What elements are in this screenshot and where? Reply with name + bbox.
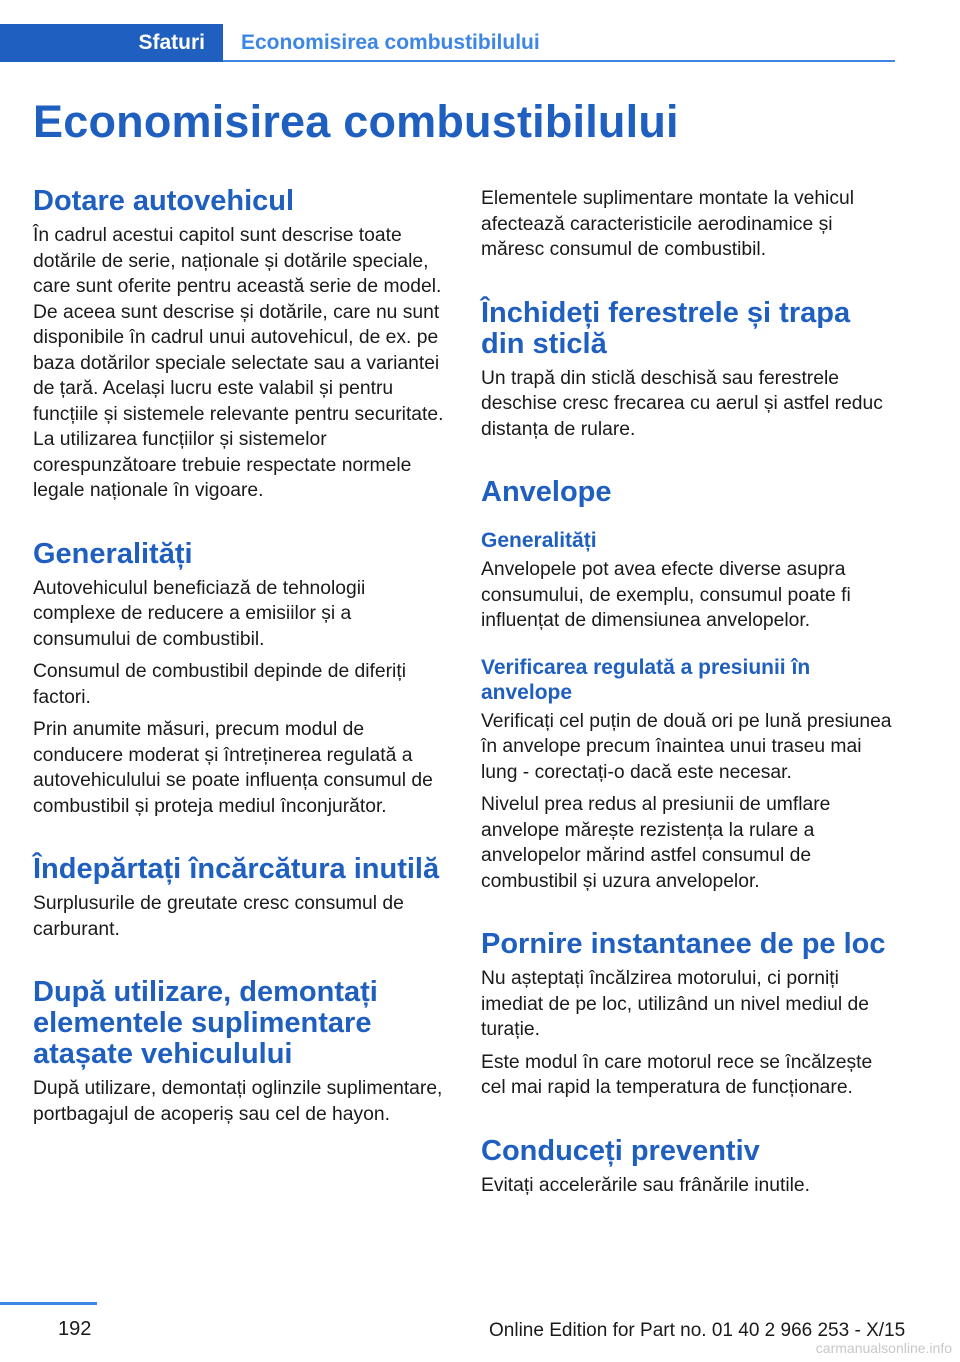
text-incarcatura: Surplusurile de greutate cresc consumul de carburant.	[33, 893, 404, 940]
text-anvelope-generalitati: Anvelopele pot avea efecte diverse asupra consumului, de exemplu, consumul poate fi influențat de dimensiunea anvelopelor.	[481, 559, 851, 631]
text-preventiv: Evitați accelerările sau frânările inutile.	[481, 1174, 811, 1196]
left-column	[33, 186, 447, 1134]
edition-note: Online Edition for Part no. 01 40 2 966 253 - X/15	[489, 1320, 906, 1341]
subheading-presiune: Verificarea regulată a presiunii în anvelope	[481, 655, 811, 704]
footer-rule	[0, 1302, 97, 1305]
text-dotare: În cadrul acestui capitol sunt descrise toate dotările de serie, naționale și dotările speciale, care sunt oferite pentru această serie de model. De aceea sunt descrise și dotările, care nu sunt disponibile în cadrul unui autovehicul, de ex. pe baza dotărilor speciale selectate sau a variantei de țară. Același lucru este valabil și pentru funcțiile și sistemele relevante pentru securitate. La utilizarea funcțiilor și sistemelor corespunzătoare trebuie respectate normele legale naționale în vigoare.	[33, 225, 444, 501]
right-column	[481, 186, 897, 1205]
text-generalitati-1: Autovehiculul beneficiază de tehnologii complexe de reducere a emisiilor și a consumului de combustibil.	[33, 577, 366, 650]
header-rule	[223, 60, 895, 62]
page-number: 192	[58, 1318, 92, 1340]
heading-generalitati: Generalități	[33, 537, 193, 570]
heading-demontati: După utilizare, demontați elementele suplimentare atașate vehiculului	[33, 976, 378, 1070]
subheading-anvelope-generalitati: Generalități	[481, 529, 597, 552]
heading-preventiv: Conduceți preventiv	[481, 1134, 760, 1167]
page-title: Economisirea combustibilului	[33, 96, 679, 147]
text-pornire-2: Este modul în care motorul rece se încălzește cel mai rapid la temperatura de funcționare.	[481, 1051, 873, 1098]
heading-dotare: Dotare autovehicul	[33, 185, 295, 217]
heading-incarcatura: Îndepărtați încărcătura inutilă	[33, 853, 440, 885]
text-presiune-2: Nivelul prea redus al presiunii de umflare anvelope mărește rezistența la rulare a anvelopelor mărind astfel consumul de combustibil și uzura anvelopelor.	[481, 794, 831, 892]
text-pornire-1: Nu așteptați încălzirea motorului, ci porniți imediat de pe loc, utilizând un nivel mediul de turație.	[481, 968, 869, 1040]
text-generalitati-3: Prin anumite măsuri, precum modul de conducere moderat și întreținerea regulată a autovehiculului se poate influența consumul de combustibil și proteja mediul înconjurător.	[33, 719, 433, 817]
text-demontati: După utilizare, demontați oglinzile suplimentare, portbagajul de acoperiș sau cel de hayon.	[33, 1078, 443, 1125]
text-generalitati-2: Consumul de combustibil depinde de diferiți factori.	[33, 661, 406, 708]
text-ferestre: Un trapă din sticlă deschisă sau ferestrele deschise cresc frecarea cu aerul și astfel reduc distanța de rulare.	[481, 367, 883, 440]
section-tab: Sfaturi	[0, 24, 223, 62]
breadcrumb: Economisirea combustibilului	[241, 31, 540, 54]
text-presiune-1: Verificați cel puțin de două ori pe lună presiunea în anvelope precum înaintea unui traseu mai lung - corectați-o dacă este necesar.	[481, 710, 892, 783]
heading-ferestre: Închideți ferestrele și trapa din sticlă	[481, 296, 851, 360]
watermark: carmanualsonline.info	[815, 1340, 952, 1356]
text-intro-right: Elementele suplimentare montate la vehicul afectează caracteristicile aerodinamice și măresc consumul de combustibil.	[481, 188, 854, 260]
page-header	[0, 0, 960, 64]
heading-anvelope: Anvelope	[481, 476, 612, 508]
heading-pornire: Pornire instantanee de pe loc	[481, 928, 886, 960]
